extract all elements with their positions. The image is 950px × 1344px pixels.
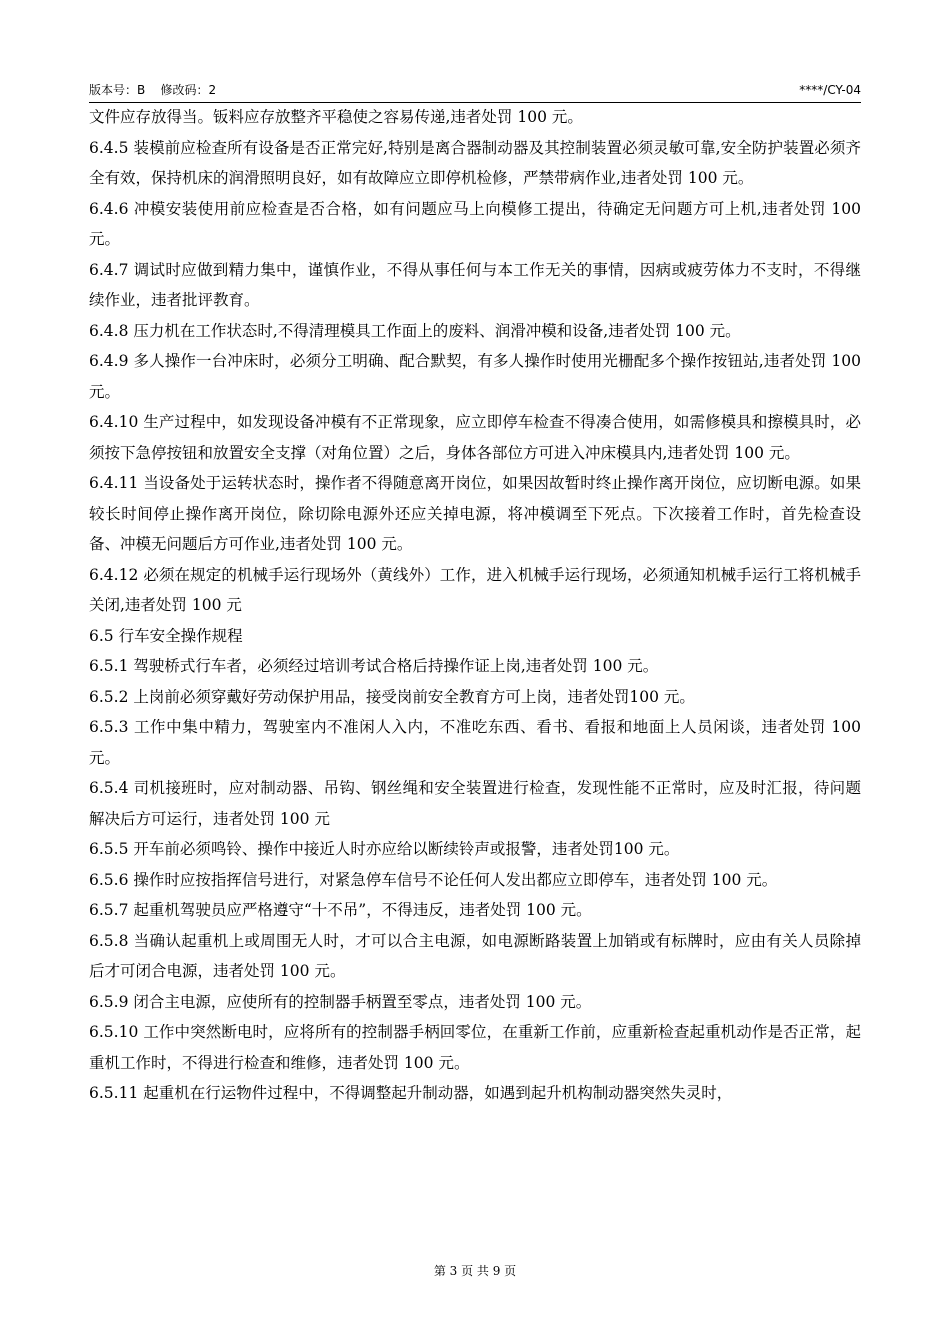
paragraph: 6.4.10 生产过程中，如发现设备冲模有不正常现象，应立即停车检查不得凑合使用，如需修模具和擦模具时，必须按下急停按钮和放置安全支撑（对角位置）之后，身体各部位方可进入冲床模具内,违者处罚 100 元。 <box>89 413 861 462</box>
document-body <box>89 102 861 1109</box>
paragraph: 6.4.8 压力机在工作状态时,不得清理模具工作面上的废料、润滑冲模和设备,违者处罚 100 元。 <box>89 321 741 340</box>
paragraph: 6.5.5 开车前必须鸣铃、操作中接近人时亦应给以断续铃声或报警，违者处罚100 元。 <box>89 840 680 858</box>
page-header <box>89 80 861 103</box>
header-document-code: ****/CY-04 <box>799 83 861 97</box>
paragraph: 6.5.8 当确认起重机上或周围无人时，才可以合主电源，如电源断路装置上加销或有标牌时，应由有关人员除掉后才可闭合电源，违者处罚 100 元。 <box>89 931 861 980</box>
paragraph: 6.4.6 冲模安装使用前应检查是否合格，如有问题应马上向模修工提出，待确定无问题方可上机,违者处罚 100 元。 <box>89 199 861 248</box>
page-number-footer: 第 3 页 共 9 页 <box>433 1264 517 1278</box>
paragraph: 6.5.7 起重机驾驶员应严格遵守“十不吊”，不得违反，违者处罚 100 元。 <box>89 901 592 919</box>
paragraph: 6.5.11 起重机在行运物件过程中，不得调整起升制动器，如遇到起升机构制动器突然失灵时， <box>89 1084 733 1102</box>
paragraph: 6.5.4 司机接班时，应对制动器、吊钩、钢丝绳和安全装置进行检查，发现性能不正常时，应及时汇报，待问题解决后方可运行，违者处罚 100 元 <box>89 779 861 828</box>
paragraph: 6.5.2 上岗前必须穿戴好劳动保护用品，接受岗前安全教育方可上岗，违者处罚100 元。 <box>89 687 695 706</box>
paragraph: 6.4.5 装模前应检查所有设备是否正常完好,特别是离合器制动器及其控制装置必须灵敏可靠,安全防护装置必须齐全有效，保持机床的润滑照明良好，如有故障应立即停机检修，严禁带病作业,违者处罚 100 元。 <box>89 138 861 187</box>
paragraph: 6.5.9 闭合主电源，应使所有的控制器手柄置至零点，违者处罚 100 元。 <box>89 992 592 1011</box>
paragraph: 6.4.12 必须在规定的机械手运行现场外（黄线外）工作，进入机械手运行现场，必须通知机械手运行工将机械手关闭,违者处罚 100 元 <box>89 565 861 614</box>
paragraph: 6.4.7 调试时应做到精力集中，谨慎作业，不得从事任何与本工作无关的事情，因病或疲劳体力不支时，不得继续作业，违者批评教育。 <box>89 260 861 309</box>
paragraph: 6.5.6 操作时应按指挥信号进行，对紧急停车信号不论任何人发出都应立即停车，违者处罚 100 元。 <box>89 870 778 889</box>
header-version-info: 版本号：B 修改码：2 <box>89 83 217 97</box>
section-heading: 6.5 行车安全操作规程 <box>89 626 243 645</box>
paragraph: 6.5.1 驾驶桥式行车者，必须经过培训考试合格后持操作证上岗,违者处罚 100 元。 <box>89 657 659 675</box>
paragraph: 6.5.3 工作中集中精力，驾驶室内不准闲人入内，不准吃东西、看书、看报和地面上人员闲谈，违者处罚 100 元。 <box>89 718 861 767</box>
paragraph: 6.4.9 多人操作一台冲床时，必须分工明确、配合默契，有多人操作时使用光栅配多个操作按钮站,违者处罚 100 元。 <box>89 352 861 401</box>
paragraph: 6.5.10 工作中突然断电时，应将所有的控制器手柄回零位，在重新工作前，应重新检查起重机动作是否正常，起重机工作时，不得进行检查和维修，违者处罚 100 元。 <box>89 1023 861 1072</box>
paragraph: 6.4.11 当设备处于运转状态时，操作者不得随意离开岗位，如果因故暂时终止操作离开岗位，应切断电源。如果较长时间停止操作离开岗位，除切除电源外还应关掉电源，将冲模调至下死点。下次接着工作时，首先检查设备、冲模无问题后方可作业,违者处罚 100 元。 <box>89 474 861 553</box>
paragraph: 文件应存放得当。钣料应存放整齐平稳使之容易传递,违者处罚 100 元。 <box>89 108 583 126</box>
